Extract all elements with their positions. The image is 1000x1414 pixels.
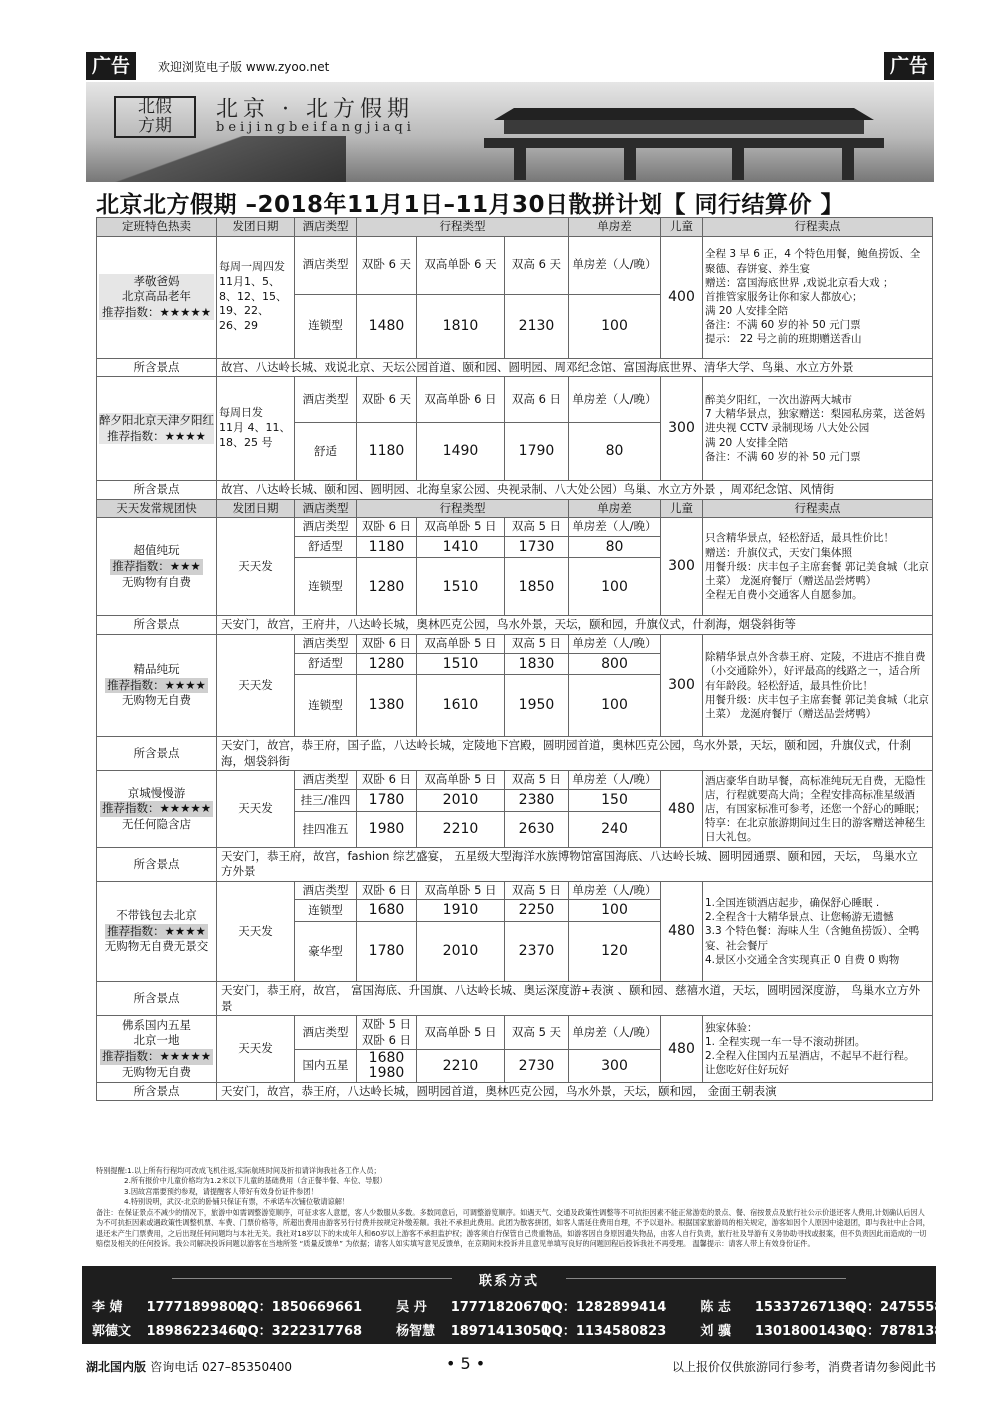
- child-price: 400: [661, 236, 703, 358]
- scenic-row: 所含景点 天安门，故宫，王府井，八达岭长城，奥林匹克公园，鸟水外景，天坛，颐和园，升旗仪式，什刹海，烟袋斜街等: [97, 616, 933, 635]
- section-header-1: 定班特色热卖 发团日期 酒店类型 行程类型 单房差 儿童 行程卖点: [97, 218, 933, 237]
- tour-table: 定班特色热卖 发团日期 酒店类型 行程类型 单房差 儿童 行程卖点 孝敬爸妈 北京高品老年 推荐指数：★★★★★ 每周一周四发 11月1、5、8、12、15、19、22、26、29 酒店类型 双卧 6 天 双高单卧 6 天 双高 6 天 单房差（人/晚） 400 全程 3 早 6 正，4 个特色用餐，鲍鱼捞饭、全聚德、春饼宴、养生宴 赠送：富国海底世界 ,戏说北京看大戏 ； 首推管家服务让你和家人都放心； 满 20 人安排全陪 备注：不满 60 岁的补 50 元门票 提示： 22 号之前的班期赠送香山 连锁型 1480 1810 2130 100 所含景点 故宫、八达岭长城、戏说北京、天坛公园首道、颐和园、圆明园、周邓纪念馆、富国海底世界、清华大学、鸟巢、水立方外景 醉夕阳北京天津夕阳红 推荐指数：★★★★ 每周日发 11月 4、11、18、25 号 酒店类型 双卧 6 天 双高单卧 6 日 双高 6 日 单房差（人/晚） 300 醉美夕阳红，一次出游两大城市 7 大精华景点，独家赠送：梨园私房菜，送爸妈进央视 CCTV 录制现场 八大处公园 满 20 人安排全陪 备注：不满 60 岁的补 50 元门票 舒适 1180 1490 1790 80 所含景点 故宫、八达岭长城、颐和园、圆明园、北海皇家公园、央视录制、八大处公园）鸟巢、水立方外景 ，周邓纪念馆、风情街 天天发常规团快 发团日期 酒店类型 行程类型 单房差 儿童 行程卖点 超值纯玩 推荐指数：★★★ 无购物有自费 天天发 酒店类型 双卧 6 日 双高单卧 5 日 双高 5 日 单房差（人/晚） 300 只含精华景点，轻松舒适，最具性价比！ 赠送：升旗仪式，天安门集体照 用餐升级：庆丰包子主席套餐 郭记美食城（北京土菜） 龙涎府餐厅（赠送品尝烤鸭） 全程无自费小交通客人自愿参加。 舒适型 1180 1410 1730 80 连锁型 1280 1510 1850 100 所含景点 天安门，故宫，王府井，八达岭长城，奥林匹克公园，鸟水外景，天坛，颐和园，升旗仪式，什刹海，烟袋斜街等 精品纯玩 推荐指数：★★★★ 无购物无自费 天天发 酒店类型 双卧 6 日 双高单卧 5 日 双高 5 日 单房差（人/晚） 300 除精华景点外含恭王府、定陵，不进店不推自费（小交通除外），好评最高的线路之一，适合所有年龄段。轻松舒适，最具性价比！ 用餐升级：庆丰包子主席套餐 郭记美食城（北京土菜） 龙涎府餐厅（赠送品尝烤鸭） 舒适型 1280 1510 1830 800 连锁型 1380 1610 1950 100 所含景点 天安门，故宫，恭王府，国子监，八达岭长城，定陵地下宫殿，圆明园首道，奥林匹克公园，鸟水外景，天坛，颐和园，升旗仪式，什刹海，烟袋斜街 京城慢慢游 推荐指数：★★★★★ 无任何隐含店 天天发 酒店类型 双卧 6 日 双高单卧 5 日 双高 5 日 单房差（人/晚） 480 酒店豪华自助早餐，高标准纯玩无自费，无隐性店，行程就要高大尚；全程安排高标准星级酒店，有国家标准可参考，还您一个舒心的睡眠；特享：在北京旅游期间过生日的游客赠送神秘生日大礼包。 挂三/准四 1780 2010 2380 150 挂四准五 1980 2210 2630 240 所含景点 天安门，恭王府，故宫，fashion 综艺盛宴， 五星级大型海洋水族博物馆富国海底、八达岭长城、圆明园通票、颐和园，天坛， 鸟巢水立方外景 不带钱包去北京 推荐指数：★★★★ 无购物无自费无景交 天天发 酒店类型 双卧 6 日 双高单卧 5 日 双高 5 日 单房差（人/晚） 480 1.全国连锁酒店起步，确保舒心睡眠 . 2.全程含十大精华景点、让您畅游无遗憾 3.3 个特色餐：海味人生（含鲍鱼捞饭）、全鸭宴、社会餐厅 4.景区小交通全含实现真正 0 自费 0 购物 连锁型 1680 1910 2250 100 豪华型 1780 2010 2370 120 所含景点 天安门，恭王府，故宫， 富国海底、升国旗、八达岭长城、奥运深度游+表演 、颐和园、慈禧水道，天坛，圆明园深度游， 鸟巢水立方外景 佛系国内五星 北京一地 推荐指数：★★★★★ 无购物无自费 天天发 酒店类型 双卧 5 日 双卧 6 日 双高单卧 5 日 双高 5 天 单房差（人/晚） 480 独家体验： 1. 全程实现一车一导不滚动拼团。 2.全程入住国内五星酒店，不起早不赶行程。 让您吃好住好玩好 国内五星 1680 1980 2210 2730 300 所含景点 天安门，故宫，恭王府，八达岭长城，圆明园首道，奥林匹克公园，鸟水外景，天坛，颐和园， 金面王朝表演: [96, 217, 933, 1101]
- selling-points: 全程 3 早 6 正，4 个特色用餐，鲍鱼捞饭、全聚德、春饼宴、养生宴 赠送：富国海底世界 ,戏说北京看大戏 ； 首推管家服务让你和家人都放心； 满 20 人安排全陪 备注：不满 60 岁的补 50 元门票 提示： 22 号之前的班期赠送香山: [703, 236, 933, 358]
- scenic-row: 所含景点 天安门，故宫，恭王府，国子监，八达岭长城，定陵地下宫殿，圆明园首道，奥林匹克公园，鸟水外景，天坛，颐和园，升旗仪式，什刹海，烟袋斜街: [97, 737, 933, 771]
- brand-name: 北京 · 北方假期: [216, 97, 414, 122]
- tour-row: 京城慢慢游 推荐指数：★★★★★ 无任何隐含店 天天发 酒店类型 双卧 6 日 双高单卧 5 日 双高 5 日 单房差（人/晚） 480 酒店豪华自助早餐，高标准纯玩无自费，无隐性店，行程就要高大尚；全程安排高标准星级酒店，有国家标准可参考，还您一个舒心的睡眠；特享：在北京旅游期间过生日的游客赠送神秘生日大礼包。: [97, 771, 933, 790]
- contact-panel: [82, 1266, 971, 1344]
- top-bar: [86, 52, 934, 82]
- contact-title: 联系方式: [478, 1274, 539, 1289]
- tour-name: 孝敬爸妈 北京高品老年 推荐指数：★★★★★: [97, 236, 217, 358]
- page-title: 北京北方假期 –2018年11月1日–11月30日散拼计划【 同行结算价 】: [96, 192, 845, 218]
- contact-row: 李 婧 17771899802QQ：1850669661 吴 丹 17771820671QQ：1282899414 陈 志 15337267136QQ：2475558991: [92, 1300, 971, 1315]
- page-number: • 5 •: [446, 1354, 486, 1373]
- tour-row: 超值纯玩 推荐指数：★★★ 无购物有自费 天天发 酒店类型 双卧 6 日 双高单卧 5 日 双高 5 日 单房差（人/晚） 300 只含精华景点，轻松舒适，最具性价比！ 赠送：升旗仪式，天安门集体照 用餐升级：庆丰包子主席套餐 郭记美食城（北京土菜） 龙涎府餐厅（赠送品尝烤鸭） 全程无自费小交通客人自愿参加。: [97, 518, 933, 537]
- disclaimer: 以上报价仅供旅游同行参考，消费者请勿参阅此书: [671, 1360, 936, 1374]
- brand-pinyin: beijingbeifangjiaqi: [216, 120, 415, 135]
- scenic-row: 所含景点 天安门，恭王府，故宫， 富国海底、升国旗、八达岭长城、奥运深度游+表演 、颐和园、慈禧水道，天坛，圆明园深度游， 鸟巢水立方外景: [97, 982, 933, 1016]
- tour-row: 精品纯玩 推荐指数：★★★★ 无购物无自费 天天发 酒店类型 双卧 6 日 双高单卧 5 日 双高 5 日 单房差（人/晚） 300 除精华景点外含恭王府、定陵，不进店不推自费（小交通除外），好评最高的线路之一，适合所有年龄段。轻松舒适，最具性价比！ 用餐升级：庆丰包子主席套餐 郭记美食城（北京土菜） 龙涎府餐厅（赠送品尝烤鸭）: [97, 634, 933, 653]
- tour-row: 不带钱包去北京 推荐指数：★★★★ 无购物无自费无景交 天天发 酒店类型 双卧 6 日 双高单卧 5 日 双高 5 日 单房差（人/晚） 480 1.全国连锁酒店起步，确保舒心睡眠 . 2.全程含十大精华景点、让您畅游无遗憾 3.3 个特色餐：海味人生（含鲍鱼捞饭）、全鸭宴、社会餐厅 4.景区小交通全含实现真正 0 自费 0 购物: [97, 881, 933, 900]
- tour-dates: 每周一周四发 11月1、5、8、12、15、19、22、26、29: [217, 236, 295, 358]
- great-wall-image: [86, 136, 346, 182]
- ad-label-left: 广告: [86, 52, 136, 80]
- contact-row: 郭德文 18986223461QQ：3222317768 杨智慧 18971413051QQ：1134580823 刘 骥 13018001431QQ：787813838: [92, 1324, 962, 1339]
- edition: 湖北国内版: [86, 1360, 147, 1374]
- tour-row: 醉夕阳北京天津夕阳红 推荐指数：★★★★ 每周日发 11月 4、11、18、25 号 酒店类型 双卧 6 天 双高单卧 6 日 双高 6 日 单房差（人/晚） 300 醉美夕阳红，一次出游两大城市 7 大精华景点，独家赠送：梨园私房菜，送爸妈进央视 CCTV 录制现场 八大处公园 满 20 人安排全陪 备注：不满 60 岁的补 50 元门票: [97, 377, 933, 423]
- scenic-row: 所含景点 天安门，恭王府，故宫，fashion 综艺盛宴， 五星级大型海洋水族博物馆富国海底、八达岭长城、圆明园通票、颐和园，天坛， 鸟巢水立方外景: [97, 847, 933, 881]
- archway-image: [474, 98, 894, 180]
- welcome-text: 欢迎浏览电子版 www.zyoo.net: [158, 60, 330, 74]
- scenic-row: 所含景点 故宫、八达岭长城、戏说北京、天坛公园首道、颐和园、圆明园、周邓纪念馆、富国海底世界、清华大学、鸟巢、水立方外景: [97, 358, 933, 377]
- banner: [86, 82, 934, 182]
- tour-row: 佛系国内五星 北京一地 推荐指数：★★★★★ 无购物无自费 天天发 酒店类型 双卧 5 日 双卧 6 日 双高单卧 5 日 双高 5 天 单房差（人/晚） 480 独家体验： 1. 全程实现一车一导不滚动拼团。 2.全程入住国内五星酒店，不起早不赶行程。 让您吃好住好玩好: [97, 1016, 933, 1050]
- tour-row: 孝敬爸妈 北京高品老年 推荐指数：★★★★★ 每周一周四发 11月1、5、8、12、15、19、22、26、29 酒店类型 双卧 6 天 双高单卧 6 天 双高 6 天 单房差（人/晚） 400 全程 3 早 6 正，4 个特色用餐，鲍鱼捞饭、全聚德、春饼宴、养生宴 赠送：富国海底世界 ,戏说北京看大戏 ； 首推管家服务让你和家人都放心； 满 20 人安排全陪 备注：不满 60 岁的补 50 元门票 提示： 22 号之前的班期赠送香山: [97, 236, 933, 294]
- logo: 北假 方期: [114, 96, 196, 138]
- notes: 特别提醒:1.以上所有行程均可改成飞机往返,实际航班时间及折扣请详询我社各工作人员； 2.所有报价中儿童价格均为1.2米以下儿童的基础费用（含正餐半餐、车位、导服） 3.因故宫需要预约参观，请提醒客人带好有效身份证件参团！ 4.特别说明，武汉-北京的卧铺只保证有票，不承诺车次铺位敬请谅解！ 备注：在保证景点不减少的情况下，旅游中如需调整游览顺序，可征求客人意愿，客人少数服从多数。多数同意后，可调整游览顺序。如遇天气、交通及政策性调整等不可抗拒因素不能正常游览的景点、餐、宿按景点及旅行社公示价退还客人费用,计划确认后因人为不可抗拒因素或遇政策性调整机票、车费、门票价格等，所超出费用由游客另行付费并按规定补缴差额。我社不承担此费用。此团为散客拼团，如客人需延住费用自理，不予以退补。根据国家旅游局的相关规定，游客如因个人原因中途退团，即与我社中止合同，退还未产生门票费用，之后出现任何问题均与本社无关。我社对18岁以下的未成年人和60岁以上游客不承担监护权；游客须自行保管自己贵重物品，如游客因自身原因遗失物品，由客人自行负责，旅行社及导游有义务协助寻找或报案，但不负责因此而造成的一切赔偿及相关的任何投诉。我公司解决投诉问题以游客在当地所签 “质量反馈单” 为依据；请客人如实填写意见反馈单，在京期间未投诉并且意见单填写良好的问题回程后投诉我社不再受理。 温馨提示：请客人带上有效身份证件。: [96, 1166, 930, 1249]
- scenic-row: 所含景点 故宫、八达岭长城、颐和园、圆明园、北海皇家公园、央视录制、八大处公园）鸟巢、水立方外景 ，周邓纪念馆、风情街: [97, 481, 933, 500]
- scenic-row: 所含景点 天安门，故宫，恭王府，八达岭长城，圆明园首道，奥林匹克公园，鸟水外景，天坛，颐和园， 金面王朝表演: [97, 1082, 933, 1101]
- section-header-2: 天天发常规团快 发团日期 酒店类型 行程类型 单房差 儿童 行程卖点: [97, 499, 933, 518]
- ad-label-right: 广告: [884, 52, 934, 80]
- phone-label: 咨询电话 027–85350400: [150, 1360, 293, 1374]
